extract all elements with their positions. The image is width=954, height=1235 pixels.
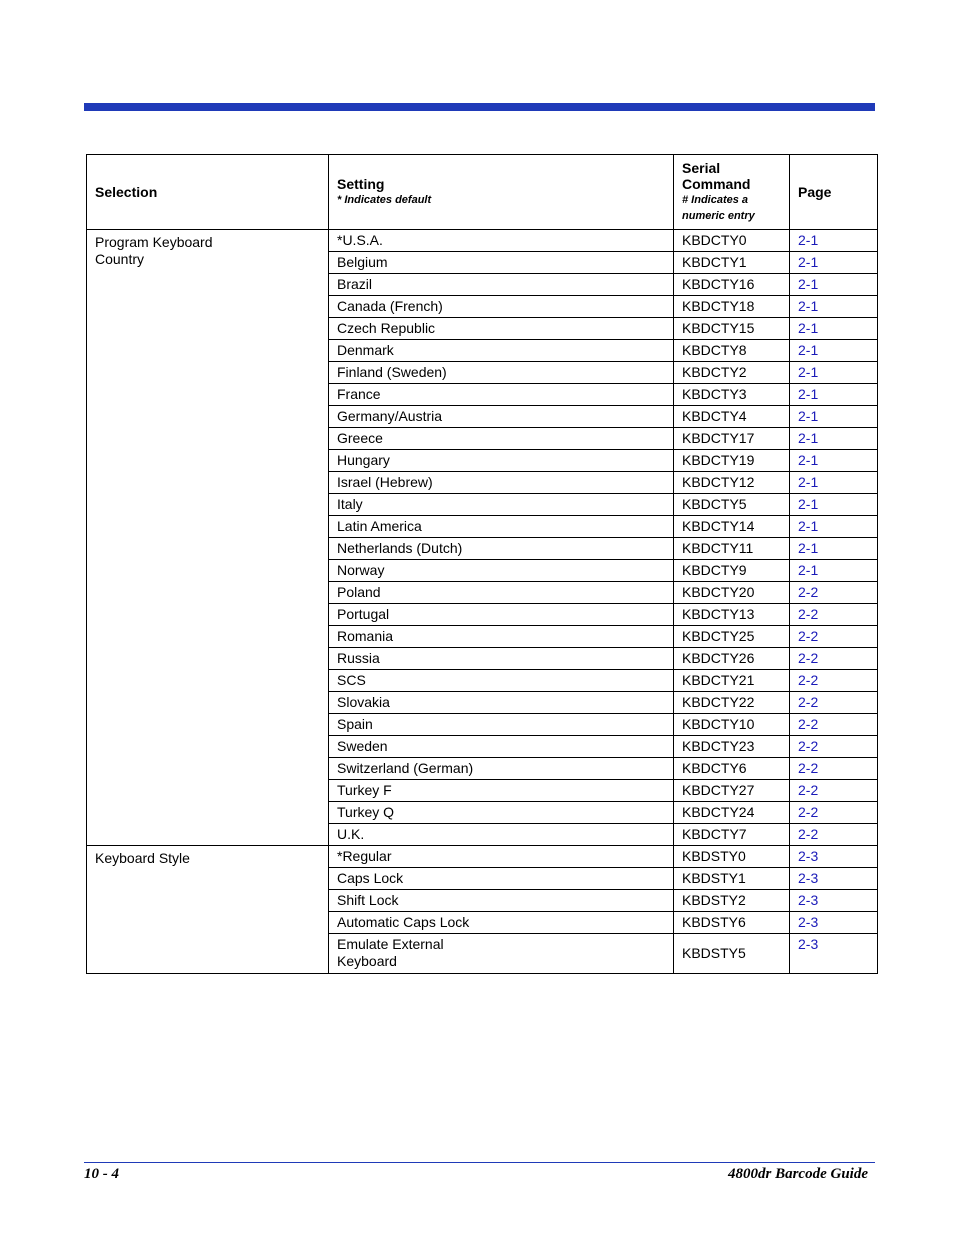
page-link[interactable]: 2-2: [798, 672, 819, 688]
page-link[interactable]: 2-1: [798, 276, 819, 292]
page-link[interactable]: 2-2: [798, 628, 819, 644]
page-cell: [790, 758, 878, 780]
serial-command-cell: KBDCTY9: [674, 560, 790, 582]
page-link[interactable]: 2-1: [798, 562, 819, 578]
serial-command-cell: KBDCTY13: [674, 604, 790, 626]
page-cell: [790, 824, 878, 846]
page-cell: [790, 538, 878, 560]
table-row: [87, 846, 878, 868]
page-cell: [790, 846, 878, 868]
page-cell: [790, 406, 878, 428]
page-cell: [790, 450, 878, 472]
page-number: 10 - 4: [84, 1166, 119, 1182]
setting-cell: Russia: [329, 648, 674, 670]
page-link[interactable]: 2-1: [798, 408, 819, 424]
serial-command-cell: KBDCTY26: [674, 648, 790, 670]
page-link[interactable]: 2-1: [798, 364, 819, 380]
serial-command-cell: KBDCTY7: [674, 824, 790, 846]
serial-command-cell: KBDSTY6: [674, 912, 790, 934]
header-rule: [84, 103, 875, 111]
serial-command-cell: KBDCTY25: [674, 626, 790, 648]
setting-cell: Israel (Hebrew): [329, 472, 674, 494]
page-link[interactable]: 2-1: [798, 474, 819, 490]
serial-command-cell: KBDCTY17: [674, 428, 790, 450]
page-cell: [790, 868, 878, 890]
header-selection: Selection: [87, 155, 329, 230]
serial-command-cell: KBDCTY8: [674, 340, 790, 362]
serial-command-cell: KBDSTY5: [674, 934, 790, 974]
serial-command-cell: KBDCTY1: [674, 252, 790, 274]
page-cell: [790, 296, 878, 318]
setting-cell: Sweden: [329, 736, 674, 758]
header-setting: Setting * Indicates default: [329, 155, 674, 230]
setting-cell: Turkey Q: [329, 802, 674, 824]
serial-command-cell: KBDCTY14: [674, 516, 790, 538]
page-link[interactable]: 2-3: [798, 892, 819, 908]
serial-command-cell: KBDSTY2: [674, 890, 790, 912]
page-link[interactable]: 2-2: [798, 716, 819, 732]
serial-command-cell: KBDSTY1: [674, 868, 790, 890]
page-link[interactable]: 2-3: [798, 936, 819, 952]
page-link[interactable]: 2-2: [798, 650, 819, 666]
page-cell: [790, 912, 878, 934]
page-cell: [790, 230, 878, 252]
setting-cell: Automatic Caps Lock: [329, 912, 674, 934]
page-link[interactable]: 2-1: [798, 540, 819, 556]
serial-command-cell: KBDCTY5: [674, 494, 790, 516]
page-link[interactable]: 2-1: [798, 298, 819, 314]
page-cell: [790, 384, 878, 406]
serial-command-cell: KBDCTY19: [674, 450, 790, 472]
serial-command-cell: KBDCTY24: [674, 802, 790, 824]
page-link[interactable]: 2-1: [798, 496, 819, 512]
setting-cell: Turkey F: [329, 780, 674, 802]
page-link[interactable]: 2-1: [798, 518, 819, 534]
page-link[interactable]: 2-2: [798, 804, 819, 820]
page-cell: [790, 670, 878, 692]
page-cell: [790, 274, 878, 296]
setting-cell: Finland (Sweden): [329, 362, 674, 384]
setting-cell: Greece: [329, 428, 674, 450]
page-link[interactable]: 2-3: [798, 870, 819, 886]
page-cell: [790, 252, 878, 274]
serial-command-cell: KBDCTY2: [674, 362, 790, 384]
table-row: [87, 230, 878, 252]
setting-cell: Germany/Austria: [329, 406, 674, 428]
selection-cell: Keyboard Style: [87, 846, 329, 974]
page-link[interactable]: 2-3: [798, 914, 819, 930]
page-cell: [790, 780, 878, 802]
page-link[interactable]: 2-2: [798, 738, 819, 754]
serial-command-cell: KBDCTY22: [674, 692, 790, 714]
page-cell: [790, 494, 878, 516]
page-link[interactable]: 2-2: [798, 760, 819, 776]
page-cell: [790, 428, 878, 450]
setting-cell: Romania: [329, 626, 674, 648]
header-serial-command: Serial Command # Indicates a numeric entry: [674, 155, 790, 230]
serial-command-cell: KBDCTY12: [674, 472, 790, 494]
page-cell: [790, 318, 878, 340]
page-cell: [790, 560, 878, 582]
page-cell: [790, 362, 878, 384]
setting-cell: U.K.: [329, 824, 674, 846]
page-link[interactable]: 2-2: [798, 606, 819, 622]
setting-cell: Spain: [329, 714, 674, 736]
setting-cell: *Regular: [329, 846, 674, 868]
page-cell: [790, 934, 878, 974]
setting-cell: Slovakia: [329, 692, 674, 714]
serial-command-cell: KBDCTY3: [674, 384, 790, 406]
setting-cell: Belgium: [329, 252, 674, 274]
page-cell: [790, 582, 878, 604]
page-cell: [790, 604, 878, 626]
header-page: Page: [790, 155, 878, 230]
setting-cell: Caps Lock: [329, 868, 674, 890]
page-cell: [790, 692, 878, 714]
page-cell: [790, 472, 878, 494]
serial-command-cell: KBDCTY21: [674, 670, 790, 692]
page-link[interactable]: 2-1: [798, 254, 819, 270]
page-link[interactable]: 2-2: [798, 584, 819, 600]
serial-command-cell: KBDCTY18: [674, 296, 790, 318]
page-cell: [790, 648, 878, 670]
serial-command-cell: KBDCTY20: [674, 582, 790, 604]
setting-cell: Denmark: [329, 340, 674, 362]
book-title: 4800dr Barcode Guide: [728, 1166, 868, 1182]
setting-cell: Shift Lock: [329, 890, 674, 912]
page-link[interactable]: 2-1: [798, 320, 819, 336]
page-cell: [790, 516, 878, 538]
page-link[interactable]: 2-2: [798, 694, 819, 710]
serial-command-cell: KBDCTY16: [674, 274, 790, 296]
serial-command-cell: KBDCTY23: [674, 736, 790, 758]
page-cell: [790, 736, 878, 758]
table-header-row: [87, 155, 878, 230]
setting-cell: Netherlands (Dutch): [329, 538, 674, 560]
setting-cell: Czech Republic: [329, 318, 674, 340]
page-cell: [790, 714, 878, 736]
page-link[interactable]: 2-1: [798, 232, 819, 248]
page-link[interactable]: 2-3: [798, 848, 819, 864]
setting-cell: SCS: [329, 670, 674, 692]
serial-command-cell: KBDCTY0: [674, 230, 790, 252]
setting-cell: Canada (French): [329, 296, 674, 318]
serial-command-cell: KBDSTY0: [674, 846, 790, 868]
serial-command-cell: KBDCTY4: [674, 406, 790, 428]
serial-command-table: [86, 154, 878, 974]
page-link[interactable]: 2-2: [798, 826, 819, 842]
serial-command-cell: KBDCTY27: [674, 780, 790, 802]
setting-cell: Switzerland (German): [329, 758, 674, 780]
setting-cell: Portugal: [329, 604, 674, 626]
page-cell: [790, 340, 878, 362]
footer-rule: [84, 1162, 875, 1163]
setting-cell: Norway: [329, 560, 674, 582]
page-link[interactable]: 2-1: [798, 342, 819, 358]
page-cell: [790, 626, 878, 648]
serial-command-cell: KBDCTY6: [674, 758, 790, 780]
setting-cell: Emulate External Keyboard: [329, 934, 674, 974]
page-link[interactable]: 2-1: [798, 452, 819, 468]
setting-cell: Italy: [329, 494, 674, 516]
page-cell: [790, 890, 878, 912]
serial-command-cell: KBDCTY11: [674, 538, 790, 560]
serial-command-cell: KBDCTY10: [674, 714, 790, 736]
selection-cell: Program Keyboard Country: [87, 230, 329, 846]
setting-cell: Brazil: [329, 274, 674, 296]
setting-cell: Hungary: [329, 450, 674, 472]
page-link[interactable]: 2-2: [798, 782, 819, 798]
page-link[interactable]: 2-1: [798, 430, 819, 446]
page-link[interactable]: 2-1: [798, 386, 819, 402]
setting-cell: *U.S.A.: [329, 230, 674, 252]
setting-cell: Poland: [329, 582, 674, 604]
page-cell: [790, 802, 878, 824]
serial-command-cell: KBDCTY15: [674, 318, 790, 340]
setting-cell: Latin America: [329, 516, 674, 538]
setting-cell: France: [329, 384, 674, 406]
